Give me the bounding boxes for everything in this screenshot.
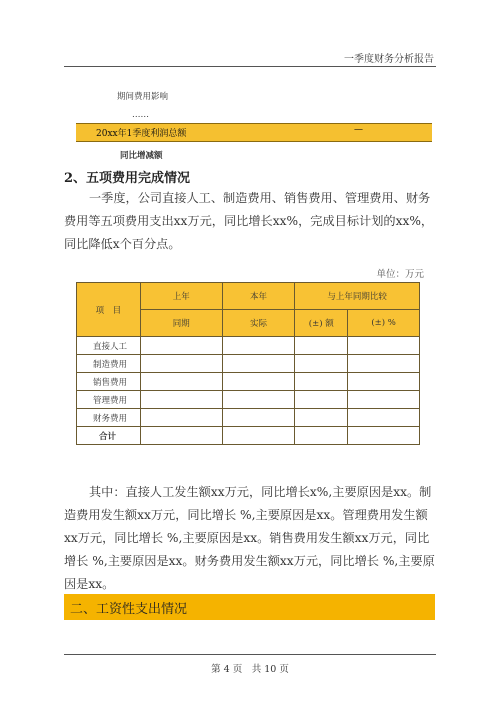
table-cell	[140, 427, 222, 445]
col-compare-header: 与上年同期比较	[295, 283, 420, 310]
table-cell	[295, 427, 348, 445]
table-row	[77, 337, 420, 355]
col-percent-header: (±) %	[348, 310, 420, 337]
table-cell	[140, 373, 222, 391]
table-row	[77, 355, 420, 373]
header-title: 一季度财务分析报告	[344, 54, 434, 65]
table-cell	[295, 373, 348, 391]
table-cell	[140, 355, 222, 373]
table-row	[77, 427, 420, 445]
detail-paragraph: 其中：直接人工发生额xx万元，同比增长x%,主要原因是xx。制造费用发生额xx万元，同比增长 %,主要原因是xx。管理费用发生额xx万元，同比增长 %,主要原因是xx。销售费用发生额xx万元，同比增长 %,主要原因是xx。财务费用发生额xx万元，同比增长 %,主要原因是xx。	[64, 485, 435, 591]
row-label: 制造费用	[77, 355, 141, 373]
table-cell	[348, 355, 420, 373]
row-label: 管理费用	[77, 391, 141, 409]
table-cell	[222, 427, 295, 445]
unit-label: 单位：万元	[376, 269, 424, 280]
section2-heading: 二、工资性支出情况	[70, 602, 188, 617]
profit-row-value: —	[354, 125, 363, 135]
table-row	[77, 391, 420, 409]
section-paragraph: 一季度，公司直接人工、制造费用、销售费用、管理费用、财务费用等五项费用支出xx万元，同比增长xx%，完成目标计划的xx%，同比降低x个百分点。	[64, 191, 434, 251]
table-row	[77, 409, 420, 427]
table-cell	[348, 409, 420, 427]
table-cell	[295, 391, 348, 409]
page-footer: 第 4 页 共 10 页	[211, 664, 289, 675]
table-cell	[295, 337, 348, 355]
table-cell	[348, 391, 420, 409]
col-lastyear-header-1: 上年	[140, 283, 222, 310]
expense-impact-label: 期间费用影响	[117, 92, 169, 102]
footer-rule	[64, 654, 436, 655]
table-cell	[295, 409, 348, 427]
table-cell	[222, 355, 295, 373]
row-label: 销售费用	[77, 373, 141, 391]
section-heading: 2、五项费用完成情况	[64, 171, 191, 186]
col-thisyear-header-2: 实际	[222, 310, 295, 337]
col-item-header: 项 目	[77, 283, 141, 337]
table-cell	[348, 427, 420, 445]
yoy-change-label: 同比增减额	[120, 151, 163, 161]
table-cell	[140, 409, 222, 427]
table-cell	[348, 373, 420, 391]
table-cell	[140, 337, 222, 355]
col-thisyear-header-1: 本年	[222, 283, 295, 310]
profit-row-label: 20xx年1季度利润总额	[96, 129, 187, 139]
table-cell	[222, 391, 295, 409]
ellipsis-text: ……	[132, 110, 149, 120]
table-row	[77, 373, 420, 391]
col-amount-header: (±) 额	[295, 310, 348, 337]
table-cell	[348, 337, 420, 355]
table-cell	[222, 337, 295, 355]
row-label-total: 合计	[77, 427, 141, 445]
row-label: 财务费用	[77, 409, 141, 427]
table-cell	[222, 409, 295, 427]
expense-table	[76, 282, 420, 445]
table-cell	[295, 355, 348, 373]
col-lastyear-header-2: 同期	[140, 310, 222, 337]
table-cell	[140, 391, 222, 409]
row-label: 直接人工	[77, 337, 141, 355]
table-cell	[222, 373, 295, 391]
header-rule	[64, 66, 436, 67]
